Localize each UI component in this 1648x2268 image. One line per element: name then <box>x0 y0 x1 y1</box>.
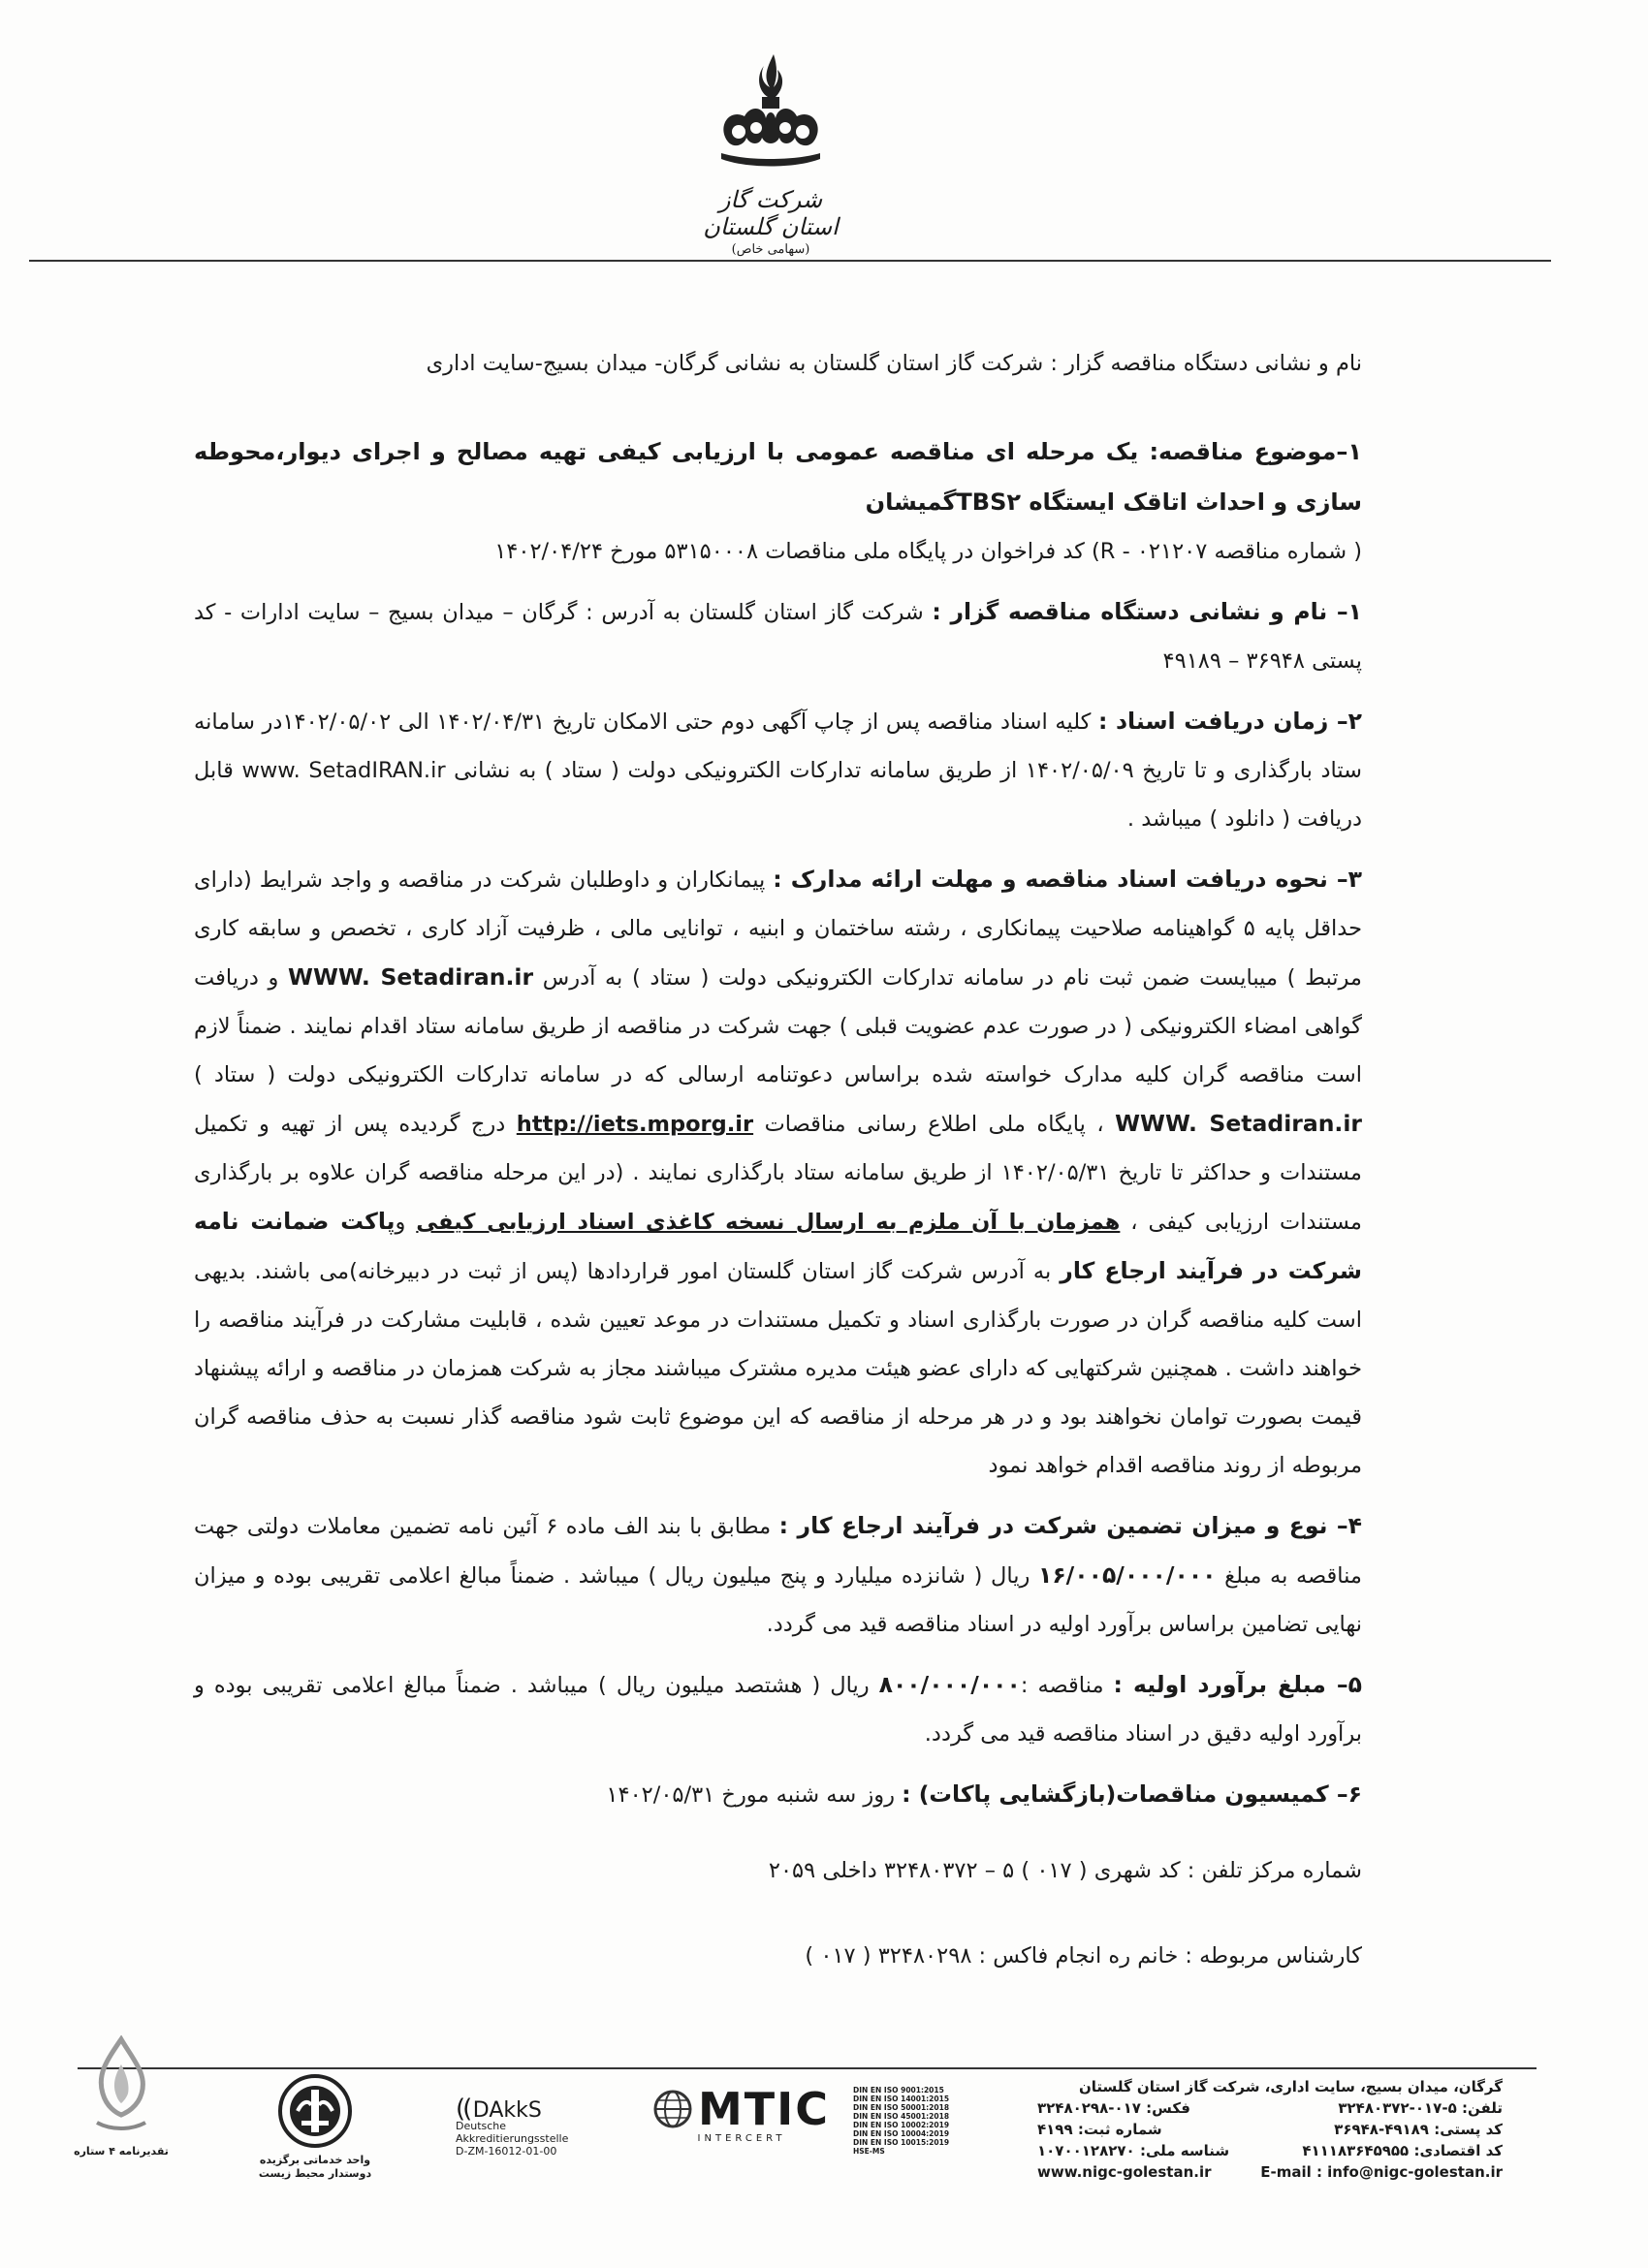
setad-url-link[interactable]: www. SetadIRAN.ir <box>241 758 446 783</box>
flame-award-icon <box>78 2035 165 2142</box>
section-3-text-c: ، پایگاه ملی اطلاع رسانی مناقصات <box>753 1112 1116 1137</box>
dakks-subtitle: Deutsche Akkreditierungsstelle <box>456 2120 569 2145</box>
footer-website[interactable]: www.nigc-golestan.ir <box>1037 2163 1212 2181</box>
globe-icon <box>653 2090 692 2128</box>
section-1 <box>194 587 1362 685</box>
section-4 <box>194 1501 1362 1649</box>
section-6-title: ۶– کمیسیون مناقصات(بازگشایی پاکات) : <box>902 1780 1362 1808</box>
section-3-emphasis-2: پاکت ضمانت نامه شرکت در فرآیند ارجاع کار <box>194 1208 1362 1284</box>
section-1-title: ۱– نام و نشانی دستگاه مناقصه گزار : <box>932 598 1363 625</box>
footer-postal: کد پستی: ۴۹۱۸۹-۳۶۹۴۸ <box>1334 2121 1503 2138</box>
footer-email[interactable]: E-mail : info@nigc-golestan.ir <box>1260 2163 1503 2181</box>
section-5-text-b: ریال ( هشتصد میلیون ریال ) میباشد . ضمناً مبالغ اعلامی تقریبی بوده و برآورد اولیه دقیق در اسناد مناقصه قید می گردد. <box>194 1673 1362 1747</box>
section-4-text-a: مطابق با بند الف ماده ۶ آئین نامه تضمین معاملات دولتی جهت مناقصه به مبلغ <box>194 1514 1362 1589</box>
footer-national-id: شناسه ملی: ۱۰۷۰۰۱۲۸۲۷۰ <box>1037 2142 1230 2159</box>
section-2-text-a: کلیه اسناد مناقصه پس از چاپ آگهی دوم حتی الامکان تاریخ ۱۴۰۲/۰۴/۳۱ الی ۱۴۰۲/۰۵/۰۲در سامانه ستاد بارگذاری و تا تاریخ ۱۴۰۲/۰۵/۰۹ از طریق سامانه تدارکات الکترونیکی دولت ( ستاد ) به نشانی <box>194 709 1362 783</box>
setad-url-link-2[interactable]: WWW. Setadiran.ir <box>288 963 534 991</box>
section-3-title: ۳– نحوه دریافت اسناد مناقصه و مهلت ارائه مدارک : <box>773 866 1362 893</box>
section-3-emphasis-1: همزمان با آن ملزم به ارسال نسخه کاغذی اسناد ارزیابی کیفی <box>416 1210 1121 1235</box>
four-star-award <box>53 2035 189 2158</box>
dakks-logo: (( DAkkS Deutsche Akkreditierungsstelle D-ZM-16012-01-00 <box>456 2103 611 2158</box>
header-divider <box>29 260 1551 262</box>
tender-subject: ۱–موضوع مناقصه: یک مرحله ای مناقصه عمومی با ارزیابی کیفی تهیه مصالح و اجرای دیوار،محوطه سازی و احداث اتاقک ایستگاه TBS۲گمیشان <box>194 438 1362 516</box>
phone-center-line: شماره مرکز تلفن : کد شهری ( ۰۱۷ ) ۵ – ۳۲۴۸۰۳۷۲ داخلی ۲۰۵۹ <box>768 1858 1362 1883</box>
section-4-title: ۴– نوع و میزان تضمین شرکت در فرآیند ارجاع کار : <box>778 1512 1362 1539</box>
section-3-text-e: و <box>395 1210 417 1235</box>
intercert-label: INTERCERT <box>697 2133 786 2144</box>
company-logo <box>698 48 843 257</box>
gas-flame-logo-icon <box>708 48 834 184</box>
section-3-text-b: و دریافت گواهی امضاء الکترونیکی ( در صورت عدم عضویت قبلی ) جهت شرکت در مناقصه از طریق سامانه ستاد اقدام نمایند . ضمناً لازم است مناقصه گران کلیه مدارک خواسته شده براساس دعوتنامه ارسالی که در سامانه تدارکات الکترونیکی دولت ( ستاد ) <box>194 965 1362 1087</box>
section-5 <box>194 1660 1362 1758</box>
section-3-text-d: درج گردیده پس از تهیه و تکمیل مستندات و حداکثر تا تاریخ ۱۴۰۲/۰۵/۳۱ از طریق سامانه ستاد بارگذاری نمایند . (در این مرحله مناقصه گران علاوه بر بارگذاری مستندات ارزیابی کیفی ، <box>194 1112 1362 1235</box>
intro-line: نام و نشانی دستگاه مناقصه گزار : شرکت گاز استان گلستان به نشانی گرگان- میدان بسیج-سایت اداری <box>426 351 1362 376</box>
section-5-text-a: مناقصه : <box>1020 1673 1114 1698</box>
section-1-text: شرکت گاز استان گلستان به آدرس : گرگان – میدان بسیج – سایت ادارات - کد پستی ۳۶۹۴۸ – ۴۹۱۸۹ <box>194 600 1362 674</box>
iso-standards-list: DIN EN ISO 9001:2015 DIN EN ISO 14001:2015 DIN EN ISO 50001:2018 DIN EN ISO 45001:2018 DIN EN ISO 10002:2019 DIN EN ISO 10004:2019 DIN EN ISO 10015:2019 HSE-MS <box>853 2086 950 2156</box>
footer-divider <box>78 2067 1537 2069</box>
dakks-code: D-ZM-16012-01-00 <box>456 2145 557 2158</box>
section-6-text: روز سه شنبه مورخ ۱۴۰۲/۰۵/۳۱ <box>606 1782 903 1808</box>
logo-company-name: شرکت گاز استان گلستان <box>703 186 839 240</box>
iets-url-link[interactable]: http://iets.mporg.ir <box>516 1112 754 1137</box>
footer-reg: شماره ثبت: ۴۱۹۹ <box>1037 2121 1162 2138</box>
footer-address: گرگان، میدان بسیج، سایت اداری، شرکت گاز استان گلستان <box>1079 2078 1503 2095</box>
document-body <box>194 339 1362 1980</box>
footer-tel: تلفن: ۵-۰۱۷-۳۲۴۸۰۳۷۲ <box>1338 2099 1503 2117</box>
section-4-text-b: ریال ( شانزده میلیارد و پنج میلیون ریال ) میباشد . ضمناً مبالغ اعلامی تقریبی بوده و میزان نهایی تضامین براساس برآورد اولیه در اسناد مناقصه قید می گردد. <box>194 1563 1362 1637</box>
four-star-award-label: تقدیرنامه ۴ ستاره <box>74 2145 169 2158</box>
section-6 <box>194 1770 1362 1819</box>
mtic-intercert-logo <box>630 2083 853 2145</box>
section-2 <box>194 697 1362 843</box>
section-3 <box>194 855 1362 1490</box>
guarantee-amount: ۱۶/۰۰۵/۰۰۰/۰۰۰ <box>1037 1561 1217 1589</box>
section-3-text-f: به آدرس شرکت گاز استان گلستان امور قراردادها (پس از ثبت در دبیرخانه)می باشند. بدیهی است کلیه مناقصه گران در صورت بارگذاری اسناد و تکمیل مستندات در موعد تعیین شده ، قابلیت مشارکت در فرآیند مناقصه را خواهند داشت . همچنین شرکتهایی که دارای عضو هیئت مدیره مشترک میباشند مجاز به شرکت همزمان در مناقصه و ارائه پیشنهاد قیمت بصورت توامان نخواهند بود و در هر مرحله از مناقصه که این موضوع ثابت شود مناقصه گذار نسبت به حذف مناقصه گران مربوطه از روند مناقصه اقدام خواهد نمود <box>194 1259 1362 1478</box>
section-3-text-a: پیمانکاران و داوطلبان شرکت در مناقصه و واجد شرایط (دارای حداقل پایه ۵ گواهینامه صلاحیت پیمانکاری ، رشته ساختمان و ابنیه ، توانایی مالی ، ظرفیت آزاد کاری ، تخصص و سابقه کاری مرتبط ) میبایست ضمن ثبت نام در سامانه تدارکات الکترونیکی دولت ( ستاد ) به آدرس <box>194 867 1362 991</box>
environment-award-label: واحد خدماتی برگزیده دوستدار محیط زیست <box>258 2154 372 2180</box>
logo-company-type: (سهامی خاص) <box>731 242 810 257</box>
estimate-amount: ۸۰۰/۰۰۰/۰۰۰ <box>878 1671 1021 1698</box>
dakks-wordmark: DAkkS <box>472 2098 542 2123</box>
expert-contact-line: کارشناس مربوطه : خانم ره انجام فاکس : ۳۲۴۸۰۲۹۸ ( ۰۱۷ ) <box>805 1943 1362 1969</box>
setad-url-link-3[interactable]: WWW. Setadiran.ir <box>1115 1110 1363 1137</box>
tender-number-line: ( شماره مناقصه R - ۰۲۱۲۰۷) کد فراخوان در پایگاه ملی مناقصات ۵۳۱۵۰۰۰۸ مورخ ۱۴۰۲/۰۴/۲۴ <box>494 539 1362 564</box>
footer-fax: فکس: ۰۱۷-۳۲۴۸۰۲۹۸ <box>1037 2099 1190 2117</box>
environment-emblem-icon <box>276 2072 354 2150</box>
footer-address-block <box>1037 2076 1503 2183</box>
section-2-text-b: قابل دریافت ( دانلود ) میباشد . <box>194 758 1362 832</box>
section-2-title: ۲– زمان دریافت اسناد : <box>1097 708 1362 735</box>
footer-econ: کد اقتصادی: ۴۱۱۱۸۳۶۴۵۹۵۵ <box>1302 2142 1503 2159</box>
section-5-title: ۵– مبلغ برآورد اولیه : <box>1113 1671 1362 1698</box>
environment-award <box>257 2072 373 2181</box>
mtic-wordmark: MTIC <box>697 2083 831 2135</box>
